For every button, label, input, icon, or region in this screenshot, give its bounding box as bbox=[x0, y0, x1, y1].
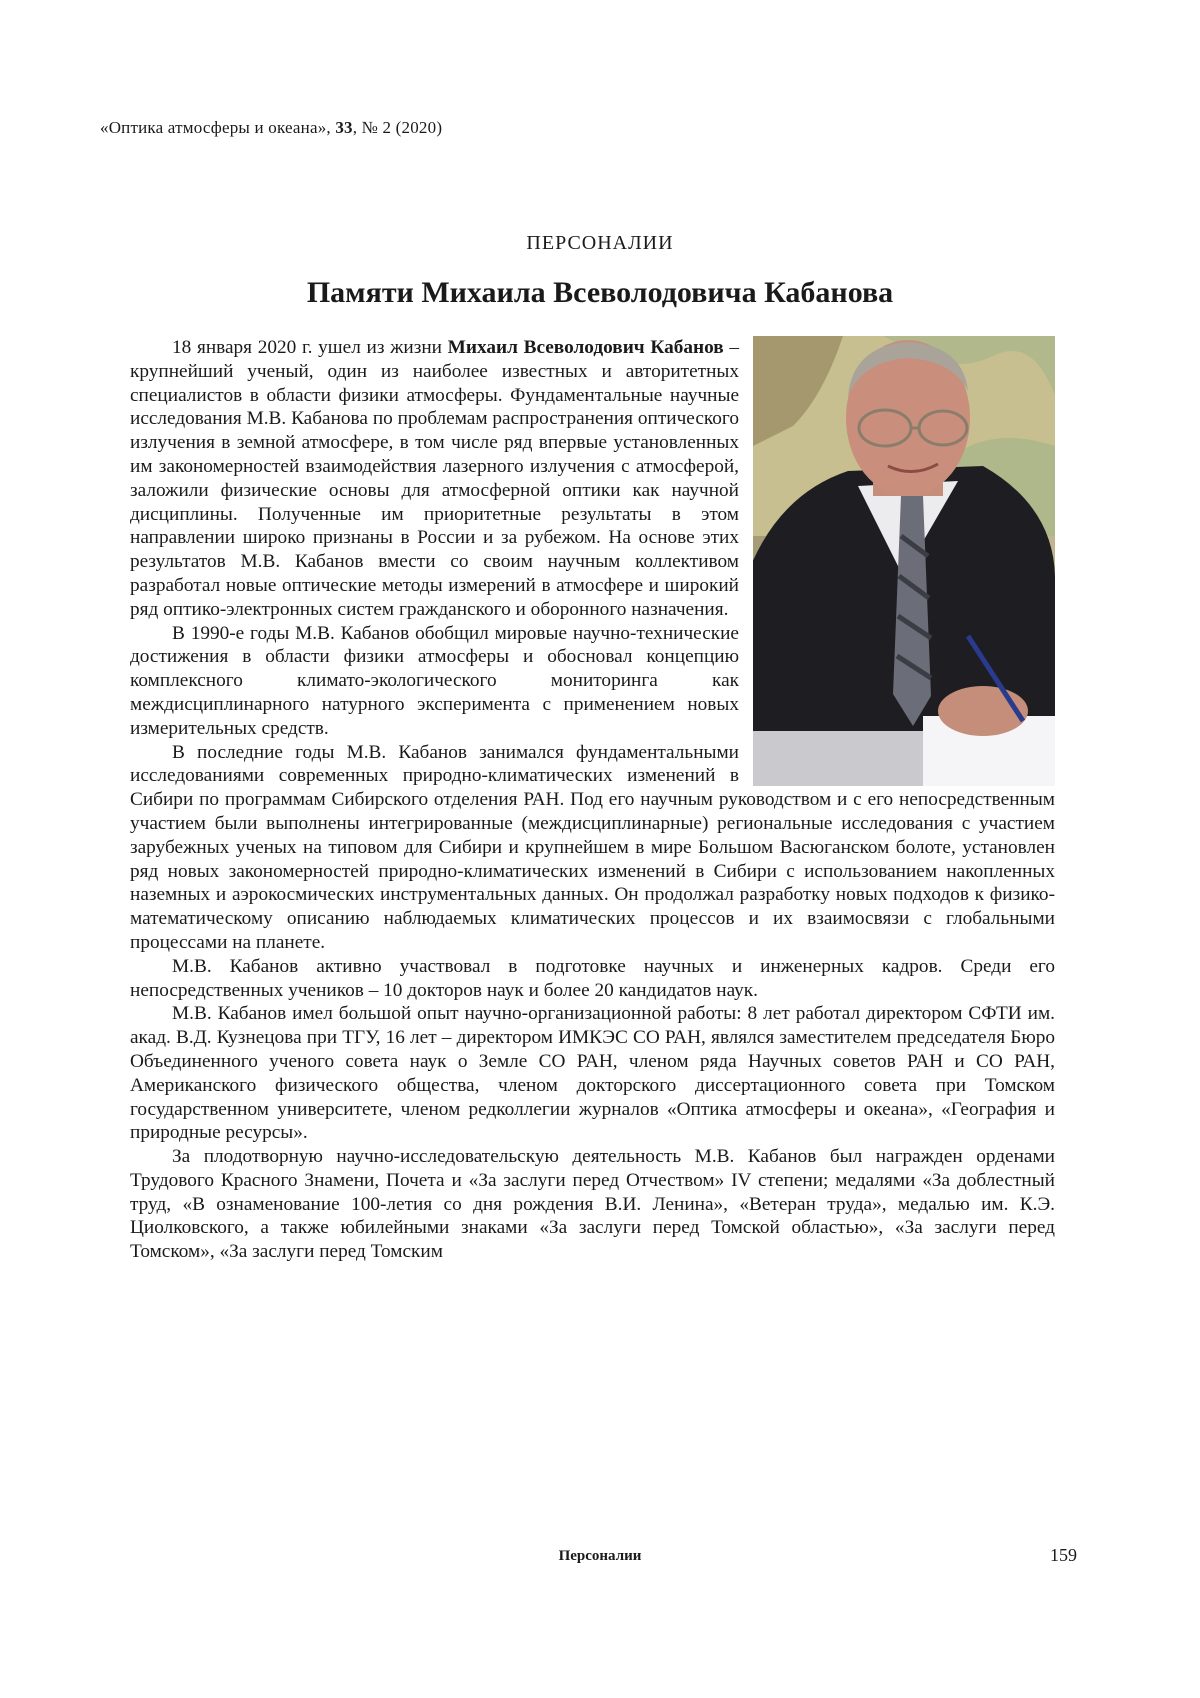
article-body bbox=[130, 336, 1055, 1264]
issue-number: , № 2 (2020) bbox=[352, 118, 443, 137]
paragraph-4: М.В. Кабанов активно участвовал в подготовке научных и инженерных кадров. Среди его непосредственных учеников – 10 докторов наук и более 20 кандидатов наук. bbox=[130, 955, 1055, 1001]
paragraph-1-text: – крупнейший ученый, один из наиболее известных и авторитетных специалистов в области физики атмосферы. Фундаментальные научные исследования М.В. Кабанова по проблемам распространения оптического излучения в земной атмосфере, в том числе ряд впервые установленных им закономерностей взаимодействия лазерного излучения с атмосферой, заложили физические основы для атмосферной оптики как научной дисциплины. Полученные им приоритетные результаты в этом направлении широко признаны в России и за рубежом. На основе этих результатов М.В. Кабанов вмести со своим научным коллективом разработал новые оптические методы измерений в атмосфере и широкий ряд оптико-электронных систем гражданского и оборонного назначения. bbox=[130, 337, 739, 620]
page-number: 159 bbox=[1050, 1545, 1077, 1565]
portrait-photo bbox=[753, 336, 1055, 786]
portrait-icon bbox=[753, 336, 1055, 786]
paragraph-5: М.В. Кабанов имел большой опыт научно-организационной работы: 8 лет работал директором СФТИ им. акад. В.Д. Кузнецова при ТГУ, 16 лет – директором ИМКЭС СО РАН, являлся заместителем председателя Бюро Объединенного ученого совета наук о Земле СО РАН, членом ряда Научных советов РАН и СО РАН, Американского физического общества, членом докторского диссертационного совета при Томском государственном университете, членом редколлегии журналов «Оптика атмосферы и океана», «География и природные ресурсы». bbox=[130, 1003, 1055, 1144]
section-heading: ПЕРСОНАЛИИ bbox=[526, 232, 674, 254]
paragraph-3: В последние годы М.В. Кабанов занимался фундаментальными исследованиями современных природно-климатических изменений в Сибири по программам Сибирского отделения РАН. Под его научным руководством и с его непосредственным участием были выполнены интегрированные (междисциплинарные) региональные исследования с участием зарубежных ученых на типовом для Сибири и крупнейшем в мире Большом Васюганском болоте, установлен ряд новых закономерностей природно-климатических изменений в Сибири с использованием накопленных наземных и аэрокосмических инструментальных данных. Он продолжал разработку новых подходов к физико-математическому описанию наблюдаемых климатических процессов и их взаимосвязи с глобальными процессами на планете. bbox=[130, 741, 1055, 953]
paragraph-2: В 1990-е годы М.В. Кабанов обобщил мировые научно-технические достижения в области физики атмосферы и обосновал концепцию комплексного климато-экологического мониторинга как междисциплинарного натурного эксперимента с применением новых измерительных средств. bbox=[130, 622, 739, 739]
paragraph-1-intro: 18 января 2020 г. ушел из жизни bbox=[172, 337, 448, 358]
volume-number: 33 bbox=[335, 118, 353, 137]
running-head bbox=[100, 118, 442, 138]
article-title: Памяти Михаила Всеволодовича Кабанова bbox=[306, 276, 894, 309]
footer-section-title: Персоналии bbox=[558, 1548, 642, 1564]
paragraph-6: За плодотворную научно-исследовательскую деятельность М.В. Кабанов был награжден орденами Трудового Красного Знамени, Почета и «За заслуги перед Отчеством» IV степени; медалями «За доблестный труд, «В ознаменование 100-летия со дня рождения В.И. Ленина», «Ветеран труда», медалью им. К.Э. Циолковского, а также юбилейными знаками «За заслуги перед Томской областью», «За заслуги перед Томском», «За заслуги перед Томским bbox=[130, 1146, 1055, 1263]
journal-name: «Оптика атмосферы и океана», bbox=[100, 118, 331, 137]
person-name: Михаил Всеволодович Кабанов bbox=[447, 337, 724, 358]
